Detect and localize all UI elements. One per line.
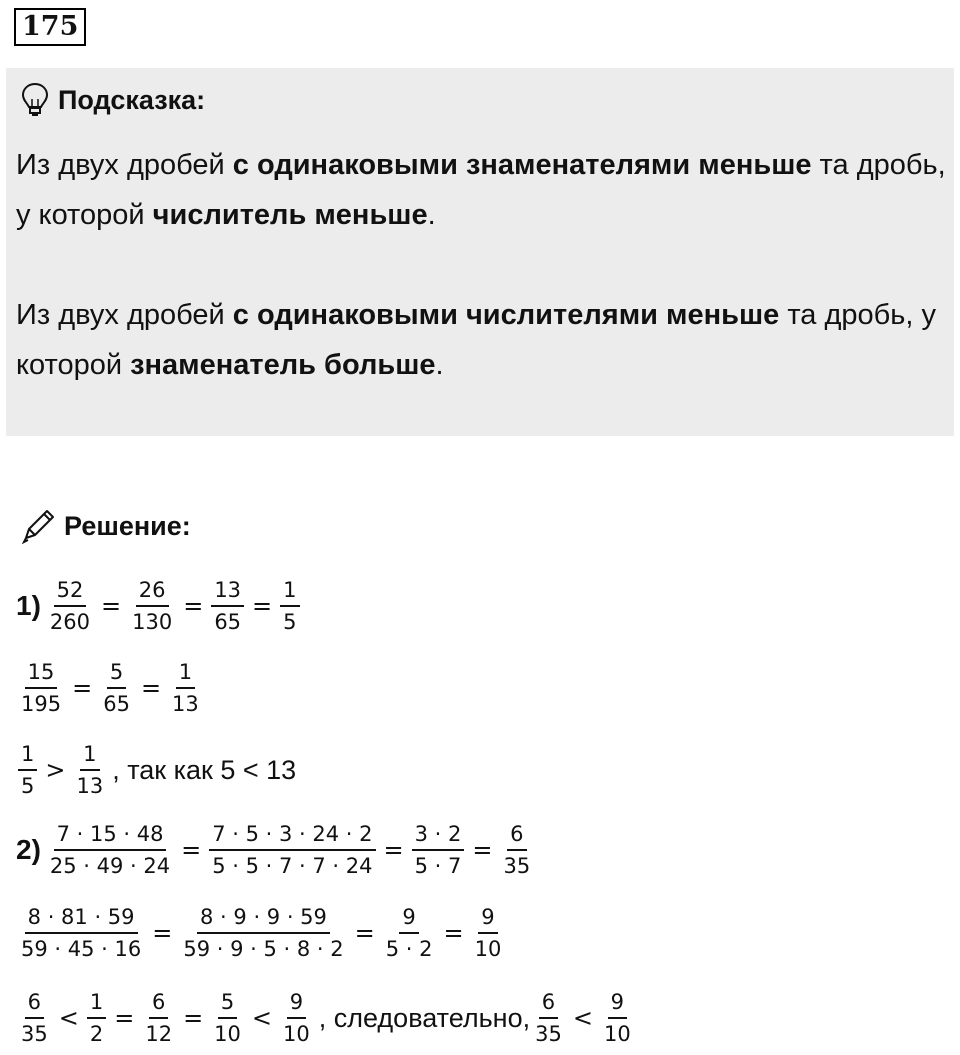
operator: = [181,836,202,864]
denominator: 13 [76,774,104,798]
equation-line-3 [16,742,296,798]
operator: = [101,592,122,620]
operator: = [183,592,204,620]
denominator: 5 [21,774,35,798]
numerator: 3 · 2 [412,822,465,851]
hint-box [6,68,954,436]
fraction [500,822,533,878]
denominator: 35 [535,1022,562,1046]
numerator: 5 [107,660,126,689]
operator: < [572,1004,593,1032]
numerator: 6 [25,990,44,1019]
operator: = [72,674,93,702]
numerator: 9 [399,905,418,934]
fraction [18,742,37,798]
denominator: 195 [21,692,62,716]
fraction [18,905,144,961]
fraction [169,660,202,716]
denominator: 5 · 2 [385,937,433,961]
numerator: 15 [25,660,58,689]
task-number: 175 [14,8,86,46]
operator: = [252,592,273,620]
bold-run: с одинаковыми числителями меньше [232,299,780,331]
denominator: 2 [89,1022,104,1046]
numerator: 52 [54,578,87,607]
denominator: 130 [132,610,173,634]
text-run: та дробь, у которой [16,299,936,381]
fraction [209,822,375,878]
operator: = [183,1004,204,1032]
numerator: 9 [478,905,497,934]
numerator: 8 · 9 · 9 · 59 [197,905,330,934]
fraction [280,578,299,634]
numerator: 13 [211,578,244,607]
fraction [601,990,634,1046]
equation-line-2 [16,660,204,716]
numerator: 26 [136,578,169,607]
fraction [280,990,313,1046]
comparison-note: , так как 5 < 13 [112,754,297,785]
operator: = [443,919,464,947]
numerator: 9 [608,990,627,1019]
denominator: 10 [214,1022,241,1046]
bold-run: числитель меньше [152,199,428,231]
denominator: 65 [103,692,130,716]
denominator: 13 [172,692,199,716]
fraction [412,822,465,878]
denominator: 10 [283,1022,310,1046]
denominator: 10 [474,937,502,961]
denominator: 35 [503,854,531,878]
fraction [47,578,93,634]
equation-line-1 [16,578,302,634]
operator: = [152,919,173,947]
denominator: 10 [603,1022,631,1046]
fraction [532,990,565,1046]
fraction [100,660,133,716]
operator: = [472,836,493,864]
text-run: та дробь, у которой [16,149,946,231]
denominator: 59 · 45 · 16 [21,937,142,961]
denominator: 5 · 5 · 7 · 7 · 24 [212,854,373,878]
numerator: 6 [149,990,168,1019]
hint-paragraph-1 [16,140,946,240]
fraction [472,905,505,961]
pencil-icon [18,506,58,546]
denominator: 25 · 49 · 24 [49,854,171,878]
operator: = [354,919,375,947]
equation-line-4 [16,822,535,878]
text-run: . [427,199,436,231]
solution-heading-text: Решение: [64,510,191,541]
denominator: 5 · 7 [414,854,462,878]
fraction [18,660,64,716]
fraction [87,990,106,1046]
numerator: 5 [218,990,237,1019]
operator: = [383,836,404,864]
hint-heading [20,82,205,118]
denominator: 260 [49,610,90,634]
denominator: 59 · 9 · 5 · 8 · 2 [183,937,344,961]
denominator: 35 [21,1022,48,1046]
numerator: 1 [18,742,37,771]
numerator: 7 · 15 · 48 [54,822,167,851]
numerator: 8 · 81 · 59 [25,905,138,934]
operator: < [251,1004,273,1032]
numerator: 9 [287,990,306,1019]
bold-run: с одинаковыми знаменателями меньше [232,149,812,181]
numerator: 7 · 5 · 3 · 24 · 2 [209,822,375,851]
fraction [129,578,175,634]
operator: < [58,1004,79,1032]
numerator: 1 [80,742,99,771]
numerator: 1 [280,578,299,607]
denominator: 65 [214,610,242,634]
fraction [18,990,51,1046]
fraction [383,905,436,961]
solution-heading [18,506,191,546]
fraction [47,822,173,878]
fraction [211,990,244,1046]
hint-paragraph-2 [16,290,946,390]
lightbulb-icon [20,82,50,118]
numerator: 1 [176,660,195,689]
numerator: 1 [87,990,106,1019]
item-label-2: 2) [16,834,41,865]
fraction [142,990,175,1046]
text-run: . [435,349,444,381]
operator: > [45,756,66,784]
fraction [180,905,346,961]
bold-run: знаменатель больше [130,349,436,381]
denominator: 5 [283,610,297,634]
item-label-1: 1) [16,590,41,621]
operator: = [114,1004,135,1032]
equation-line-6 [16,990,636,1046]
conclusion-text: , следовательно, [318,1002,531,1033]
operator: = [140,674,162,702]
denominator: 12 [145,1022,173,1046]
text-run: Из двух дробей [16,299,233,331]
text-run: Из двух дробей [16,149,233,181]
fraction [73,742,106,798]
numerator: 6 [539,990,558,1019]
hint-heading-text: Подсказка: [58,84,206,115]
fraction [211,578,244,634]
equation-line-5 [16,905,506,961]
numerator: 6 [507,822,526,851]
